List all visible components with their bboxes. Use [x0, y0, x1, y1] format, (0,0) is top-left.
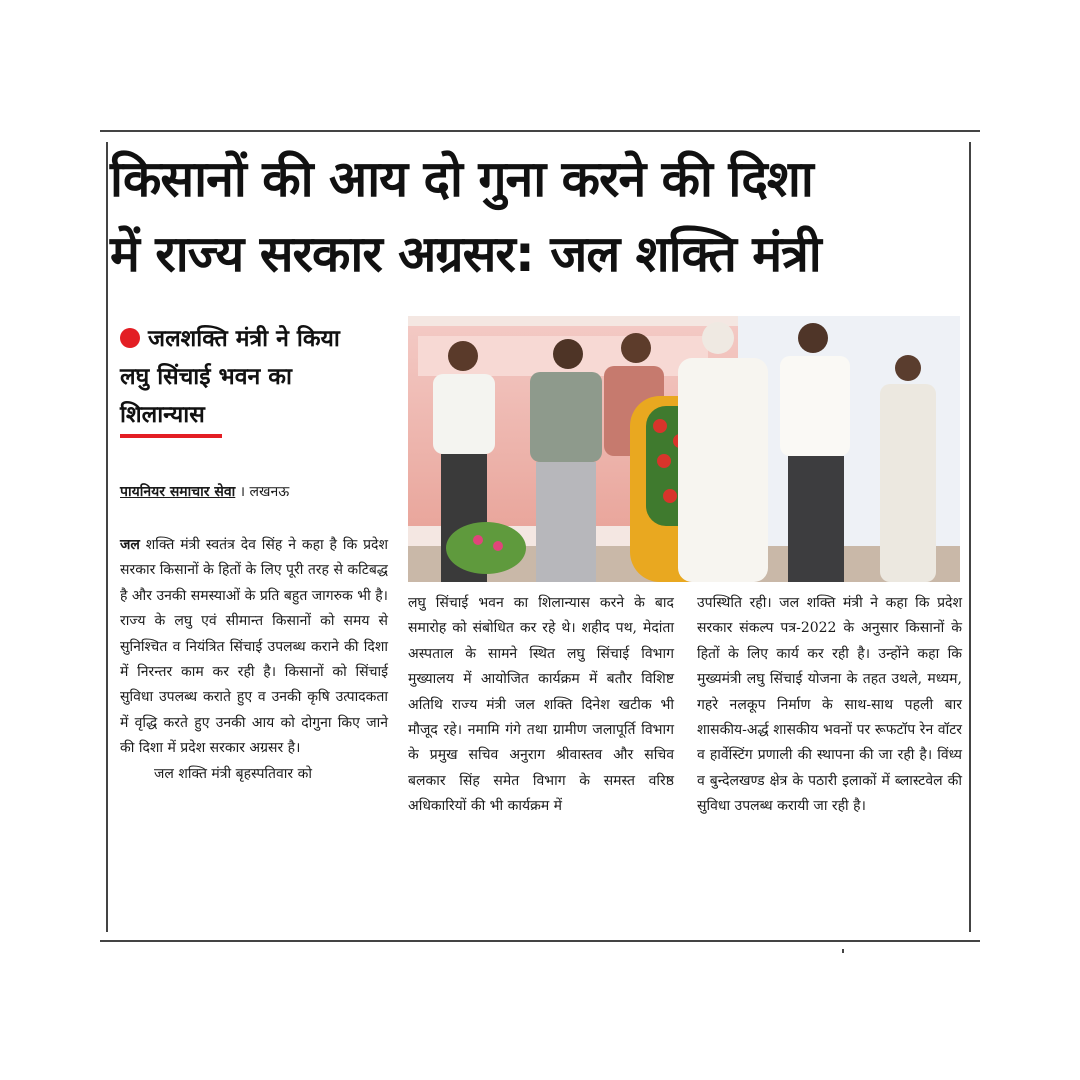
event-photo: [408, 316, 960, 582]
top-rule: [100, 130, 980, 132]
subhead-line-2: लघु सिंचाई भवन का: [120, 364, 292, 390]
headline: [110, 142, 972, 292]
article-col3-text: उपस्थिति रही। जल शक्ति मंत्री ने कहा कि प्रदेश सरकार संकल्प पत्र-2022 के अनुसार किसानों के हितों के लिए कार्य कर रही है। उन्होंने कहा कि मुख्यमंत्री लघु सिंचाई योजना के तहत उथले, मध्यम, गहरे नलकूप निर्माण के साथ-साथ पहली बार शासकीय-अर्द्ध शासकीय भवनों पर रूफटॉप रेन वॉटर व हार्वेस्टिंग प्रणाली की स्थापना की जा रही है। विंध्य व बुन्देलखण्ड क्षेत्र के पठारी इलाकों में ब्लास्टवेल की सुविधा उपलब्ध करायी जा रही है।: [697, 595, 962, 815]
subhead: [120, 320, 395, 434]
page-mark: [842, 949, 844, 953]
subhead-line-3: शिलान्यास: [120, 402, 205, 428]
byline: [120, 482, 289, 501]
byline-separator: ।: [239, 484, 246, 500]
bottom-rule: [100, 940, 980, 942]
article-paragraph-2: जल शक्ति मंत्री बृहस्पतिवार को: [154, 765, 312, 782]
article-column-2: [408, 591, 674, 820]
left-frame-line: [106, 142, 108, 932]
red-bullet-icon: [120, 328, 140, 348]
article-paragraph-1: [120, 533, 388, 762]
headline-line-2: में राज्य सरकार अग्रसर: जल शक्ति मंत्री: [110, 225, 821, 283]
subhead-line-1: जलशक्ति मंत्री ने किया: [148, 326, 340, 352]
article-column-3: [697, 591, 962, 820]
byline-place: लखनऊ: [249, 484, 290, 500]
article-lead-word: जल: [120, 537, 140, 553]
article-column-1: [120, 533, 388, 787]
article-col2-text: लघु सिंचाई भवन का शिलान्यास करने के बाद समारोह को संबोधित कर रहे थे। शहीद पथ, मेदांता अस्पताल के सामने स्थित लघु सिंचाई विभाग मुख्यालय में आयोजित कार्यक्रम में बतौर विशिष्ट अतिथि राज्य मंत्री जल शक्ति दिनेश खटीक भी मौजूद रहे। नमामि गंगे तथा ग्रामीण जलापूर्ति विभाग के प्रमुख सचिव अनुराग श्रीवास्तव और सचिव बलकार सिंह समेत विभाग के समस्त वरिष्ठ अधिकारियों की भी कार्यक्रम में: [408, 595, 674, 815]
byline-agency: पायनियर समाचार सेवा: [120, 484, 236, 500]
article-col1-text: शक्ति मंत्री स्वतंत्र देव सिंह ने कहा है कि प्रदेश सरकार किसानों के हितों के लिए पूरी तरह से कटिबद्ध है और उनकी समस्याओं के प्रति बहुत जागरुक भी है। राज्य के लघु एवं सीमान्त किसानों को समय से सुनिश्चित व नियंत्रित सिंचाई उपलब्ध कराने की दिशा में निरन्तर काम कर रही है। किसानों को सिंचाई सुविधा उपलब्ध कराते हुए व उनकी कृषि उत्पादकता में वृद्धि करते हुए उनकी आय को दोगुना किए जाने की दिशा में प्रदेश सरकार अग्रसर है।: [120, 537, 389, 757]
headline-line-1: किसानों की आय दो गुना करने की दिशा: [110, 150, 813, 208]
subhead-underline: [120, 434, 222, 438]
